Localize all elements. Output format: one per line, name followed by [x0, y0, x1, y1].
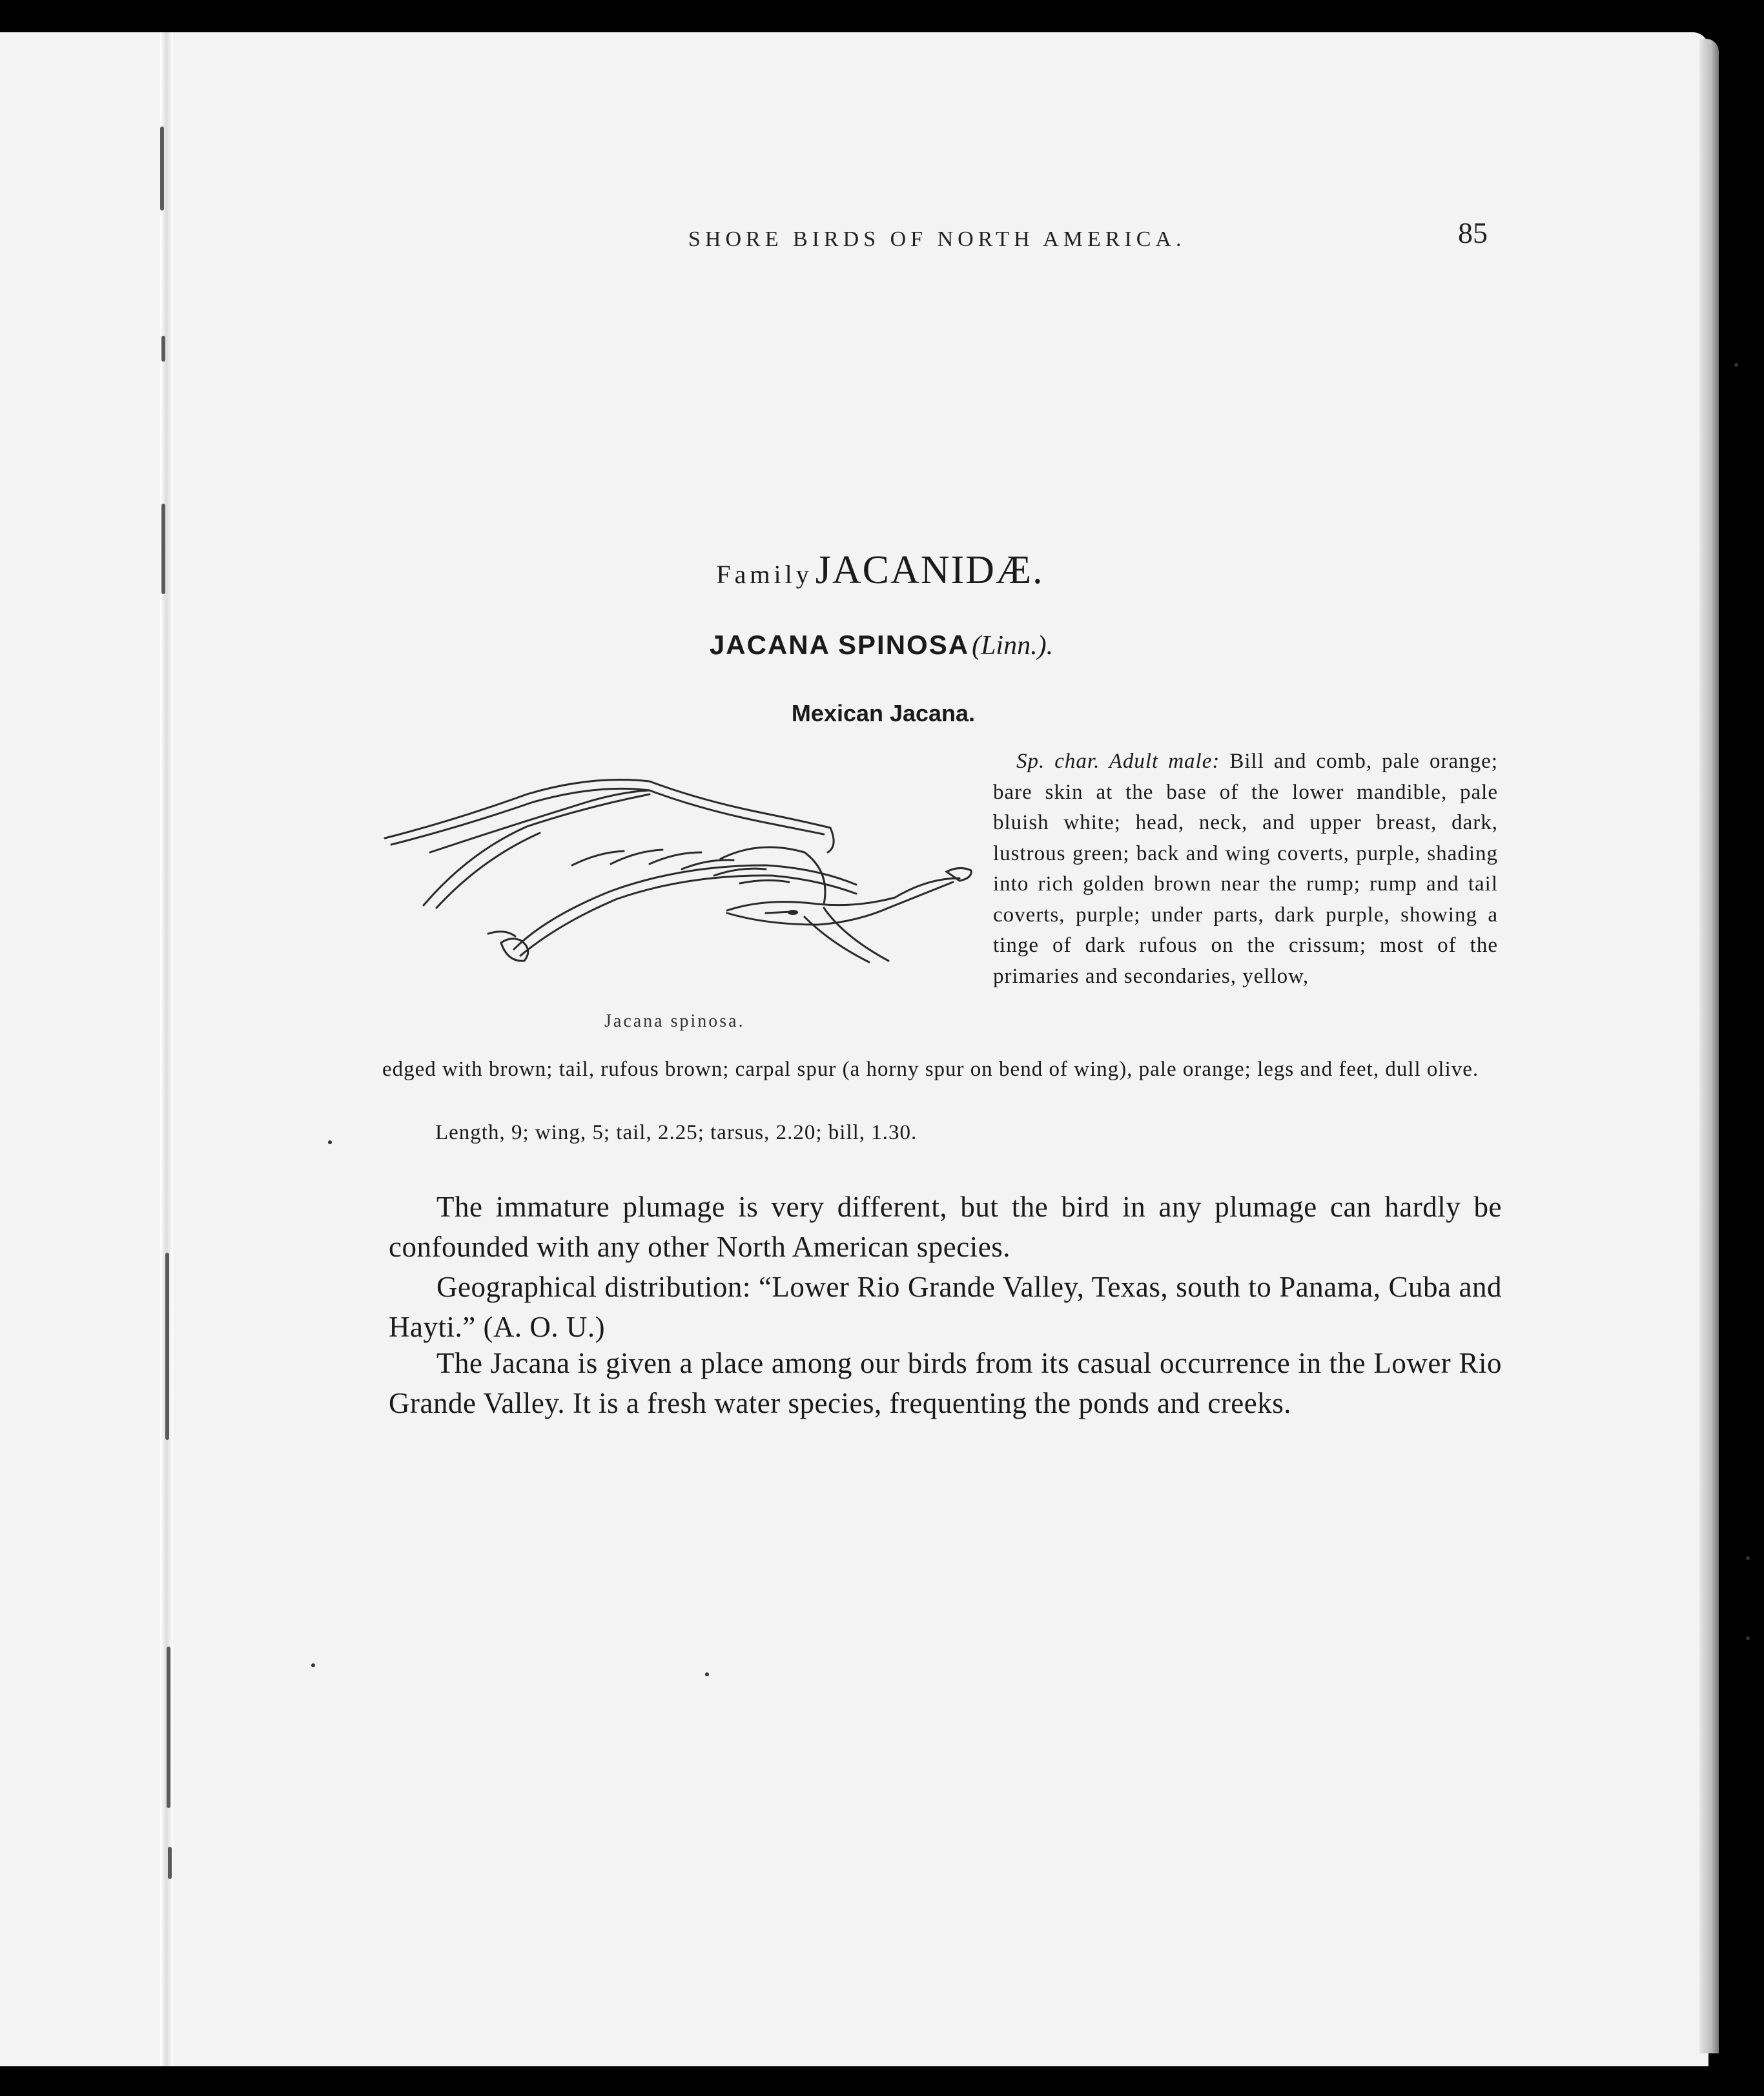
family-heading: [0, 548, 1708, 593]
family-name: JACANIDÆ.: [815, 548, 1044, 592]
paragraph-distribution: Geographical distribution: “Lower Rio Grande Valley, Texas, south to Panama, Cuba and Hayti.” (A. O. U.): [389, 1271, 1502, 1343]
family-prefix: Family: [716, 560, 813, 589]
species-author: (Linn.).: [972, 631, 1054, 661]
binding-mark: [168, 1847, 172, 1879]
page-edge: [1699, 39, 1719, 2053]
characters-lead: Sp. char. Adult male:: [1016, 750, 1220, 773]
binding-mark: [167, 1647, 170, 1808]
characters-continued: edged with brown; tail, rufous brown; carpal spur (a horny spur on bend of wing), pale orange; legs and feet, dull olive.: [382, 1058, 1479, 1081]
figure-caption: Jacana spinosa.: [604, 1011, 745, 1031]
binding-mark: [161, 336, 165, 362]
paragraph-occurrence: The Jacana is given a place among our birds from its casual occurrence in the Lower Rio Grande Valley. It is a fresh water species, frequenting the ponds and creeks.: [389, 1347, 1502, 1419]
species-heading: [0, 630, 1708, 661]
paper-speck: [311, 1663, 315, 1667]
characters-text: Bill and comb, pale orange; bare skin at the base of the lower mandible, pale bluish white; head, neck, and upper breast, dark, lustrous green; back and wing coverts, purple, shading into rich golden brown near the rump; rump and tail coverts, purple; under parts, dark purple, showing a tinge of dark rufous on the crissum; most of the primaries and secondaries, yellow,: [993, 750, 1498, 988]
species-characters: [993, 746, 1498, 992]
paper-speck: [328, 1140, 332, 1144]
running-head: SHORE BIRDS OF NORTH AMERICA.: [688, 227, 1186, 251]
paper-speck: [1746, 1636, 1750, 1640]
book-page: [0, 32, 1708, 2066]
measurements: Length, 9; wing, 5; tail, 2.25; tarsus, 2.20; bill, 1.30.: [435, 1121, 918, 1144]
paper-speck: [1734, 363, 1738, 367]
jacana-foot-drawing: [378, 755, 979, 1014]
paragraph-immature-plumage: The immature plumage is very different, but the bird in any plumage can hardly be confounded with any other North American species.: [389, 1191, 1502, 1263]
binding-mark: [160, 127, 164, 211]
jacana-foot-illustration: [378, 755, 979, 1014]
species-scientific-name: JACANA SPINOSA: [709, 630, 970, 660]
paper-speck: [705, 1672, 709, 1676]
species-common-name: Mexican Jacana.: [791, 700, 976, 726]
page-number: 85: [1458, 216, 1488, 249]
binding-mark: [165, 1253, 169, 1440]
paper-speck: [1746, 1556, 1750, 1560]
